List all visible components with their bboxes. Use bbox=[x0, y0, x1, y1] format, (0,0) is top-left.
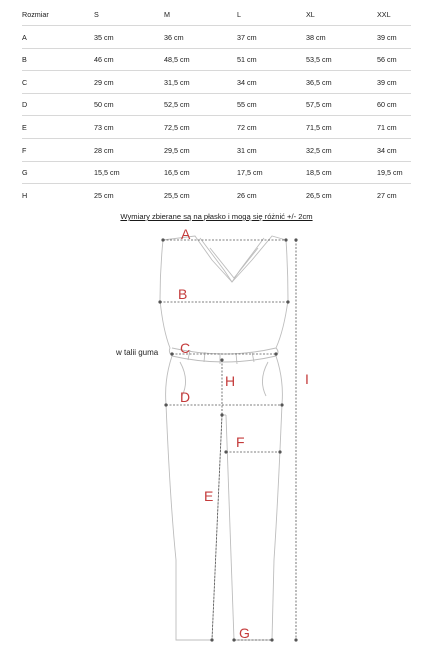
table-cell: 72,5 cm bbox=[164, 123, 190, 132]
table-cell: 29,5 cm bbox=[164, 145, 190, 155]
table-cell: 72 cm bbox=[237, 123, 257, 132]
table-cell: 37 cm bbox=[237, 32, 257, 42]
table-cell: B bbox=[22, 55, 27, 65]
table-cell: F bbox=[22, 145, 27, 155]
label-c: C bbox=[180, 340, 191, 356]
table-header-cell: L bbox=[237, 10, 241, 19]
label-e: E bbox=[204, 488, 214, 504]
table-cell: 36,5 cm bbox=[306, 77, 332, 87]
table-cell: 18,5 cm bbox=[306, 168, 332, 178]
table-cell: 34 cm bbox=[377, 145, 397, 155]
table-cell: G bbox=[22, 168, 28, 178]
label-d: D bbox=[180, 389, 191, 405]
table-cell: 57,5 cm bbox=[306, 100, 332, 110]
table-cell: 51 cm bbox=[237, 55, 257, 65]
table-cell: 16,5 cm bbox=[164, 168, 190, 178]
label-h: H bbox=[225, 373, 236, 389]
label-g: G bbox=[239, 625, 250, 641]
table-cell: 27 cm bbox=[377, 190, 397, 200]
label-i: I bbox=[305, 371, 309, 387]
table-cell: H bbox=[22, 190, 28, 200]
table-cell: 35 cm bbox=[94, 32, 114, 42]
table-cell: 15,5 cm bbox=[94, 168, 120, 178]
label-b: B bbox=[178, 286, 188, 302]
table-cell: 55 cm bbox=[237, 100, 257, 110]
table-cell: 39 cm bbox=[377, 32, 397, 42]
measurement-note: Wymiary zbierane są na płasko i mogą się różnić +/- 2cm bbox=[120, 212, 313, 221]
table-cell: 73 cm bbox=[94, 123, 114, 132]
table-cell: 28 cm bbox=[94, 145, 114, 155]
table-cell: 29 cm bbox=[94, 77, 114, 87]
table-cell: 48,5 cm bbox=[164, 55, 190, 65]
waist-elastic-note: w talii guma bbox=[116, 348, 159, 357]
label-a: A bbox=[181, 226, 191, 242]
table-cell: C bbox=[22, 77, 28, 87]
table-cell: 25 cm bbox=[94, 190, 114, 200]
table-cell: 34 cm bbox=[237, 77, 257, 87]
table-cell: 17,5 cm bbox=[237, 168, 263, 178]
table-cell: 38 cm bbox=[306, 32, 326, 42]
table-header-cell: XXL bbox=[377, 10, 391, 19]
table-cell: 53,5 cm bbox=[306, 55, 332, 65]
table-cell: 71 cm bbox=[377, 123, 397, 132]
table-cell: A bbox=[22, 32, 27, 42]
table-cell: 39 cm bbox=[377, 77, 397, 87]
table-cell: 46 cm bbox=[94, 55, 114, 65]
table-cell: 25,5 cm bbox=[164, 190, 190, 200]
table-cell: 26,5 cm bbox=[306, 190, 332, 200]
table-cell: 19,5 cm bbox=[377, 168, 403, 178]
table-cell: 56 cm bbox=[377, 55, 397, 65]
table-header-cell: M bbox=[164, 10, 170, 19]
table-cell: 60 cm bbox=[377, 100, 397, 110]
label-f: F bbox=[236, 434, 245, 450]
table-cell: 31,5 cm bbox=[164, 77, 190, 87]
table-cell: 50 cm bbox=[94, 100, 114, 110]
table-cell: 52,5 cm bbox=[164, 100, 190, 110]
table-cell: 32,5 cm bbox=[306, 145, 332, 155]
table-cell: E bbox=[22, 123, 27, 132]
table-cell: 36 cm bbox=[164, 32, 184, 42]
table-cell: D bbox=[22, 100, 28, 110]
table-cell: 26 cm bbox=[237, 190, 257, 200]
table-cell: 31 cm bbox=[237, 145, 257, 155]
table-header-cell: Rozmiar bbox=[22, 10, 49, 19]
table-header-cell: S bbox=[94, 10, 99, 19]
table-header-cell: XL bbox=[306, 10, 315, 19]
table-cell: 71,5 cm bbox=[306, 123, 332, 132]
